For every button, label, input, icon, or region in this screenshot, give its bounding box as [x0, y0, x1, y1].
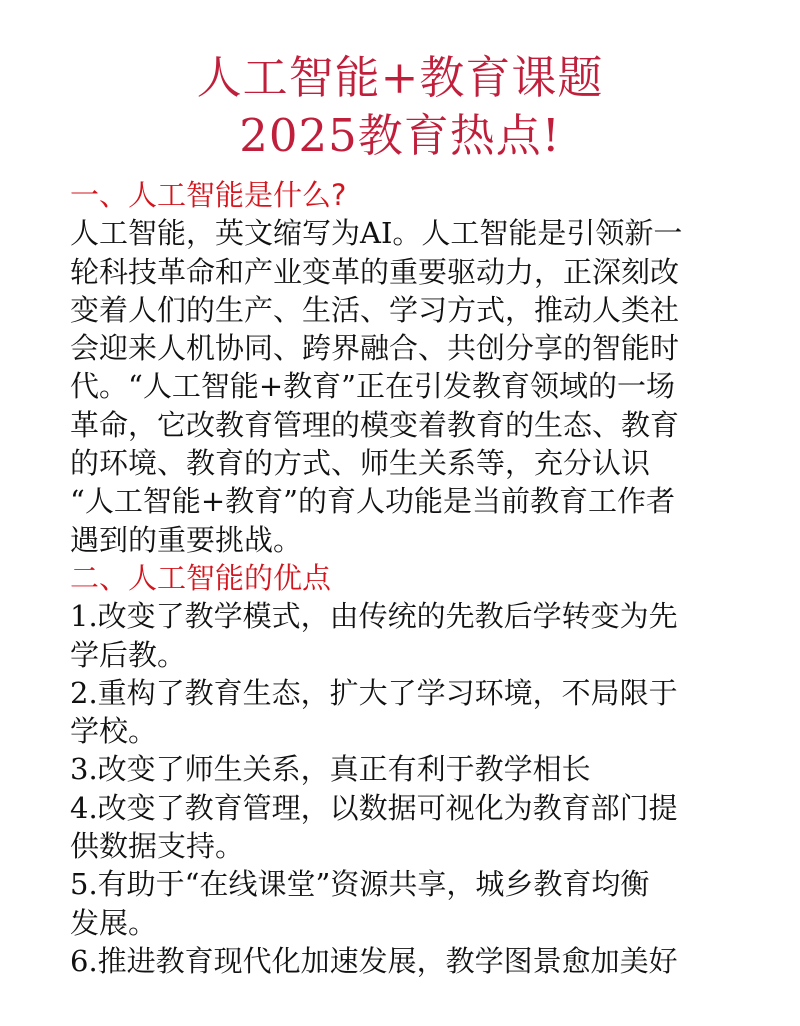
paragraph-line: “人工智能+教育”的育人功能是当前教育工作者: [70, 484, 675, 519]
paragraph-line: 轮科技革命和产业变革的重要驱动力，正深刻改: [70, 254, 680, 289]
list-item-line: 供数据支持。: [70, 829, 245, 864]
list-item-line: 学后教。: [70, 637, 187, 672]
list-item-line: 3.改变了师生关系，真正有利于教学相长: [70, 752, 591, 787]
paragraph-line: 革命，它改教育管理的模变着教育的生态、教育: [70, 407, 680, 442]
paragraph-line: 代。“人工智能+教育”正在引发教育领域的一场: [70, 369, 675, 404]
list-item-line: 4.改变了教育管理，以数据可视化为教育部门提: [70, 790, 678, 825]
document-body: [70, 176, 750, 980]
list-item-line: 2.重构了教育生态，扩大了学习环境，不局限于: [70, 675, 678, 710]
section-heading-what-is-ai: 一、人工智能是什么?: [70, 178, 347, 212]
list-item-line: 发展。: [70, 905, 158, 940]
section-heading-ai-advantages: 二、人工智能的优点: [70, 560, 332, 595]
list-item-line: 6.推进教育现代化加速发展，教学图景愈加美好: [70, 943, 678, 978]
page-title: 人工智能+教育课题: [196, 51, 604, 104]
paragraph-line: 会迎来人机协同、跨界融合、共创分享的智能时: [70, 331, 680, 366]
paragraph-line: 遇到的重要挑战。: [70, 522, 303, 557]
list-item-line: 1.改变了教学模式，由传统的先教后学转变为先: [70, 599, 678, 634]
list-item-line: 5.有助于“在线课堂”资源共享，城乡教育均衡: [70, 867, 650, 902]
paragraph-line: 变着人们的生产、生活、学习方式，推动人类社: [70, 292, 680, 327]
list-item-line: 学校。: [70, 714, 158, 749]
page-subtitle: 2025教育热点!: [239, 109, 561, 162]
paragraph-line: 的环境、教育的方式、师生关系等，充分认识: [70, 446, 651, 481]
paragraph-line: 人工智能，英文缩写为AI。人工智能是引领新一: [70, 216, 683, 251]
